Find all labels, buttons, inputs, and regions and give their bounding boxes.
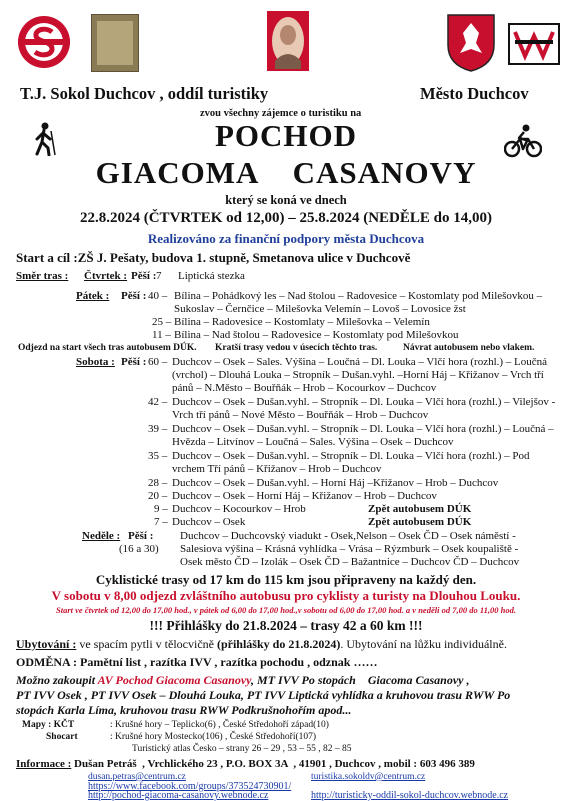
invitation: zvou všechny zájemce o turistiku na	[200, 108, 362, 119]
title-pochod: POCHOD	[214, 118, 358, 153]
book-logo	[91, 14, 139, 72]
subtitle: který se koná ve dnech	[225, 193, 347, 207]
email-link[interactable]: turistika.sokoldv@centrum.cz	[311, 772, 426, 782]
accommodation-tail: . Ubytování na lůžku individuálně.	[340, 637, 507, 651]
friday-mode: Pěší :	[121, 290, 147, 302]
saturday-km: 7 –	[154, 516, 168, 528]
purchase-line: PT IVV Osek , PT IVV Osek – Dlouhá Louka, PT IVV Liptická vyhlídka a kruhovou trasu RWW Po	[16, 688, 511, 702]
friday-route: Bílina – Nad štolou – Radovesice – Kostomlaty pod Milešovkou	[174, 329, 459, 341]
saturday-km: 39 –	[148, 423, 168, 435]
saturday-route: vrchem Tří pánů – Křižanov – Hrob – Duchcov	[172, 463, 382, 475]
maps-shocart: : Krušné hory Mostecko(106) , České Středohoří(107)	[110, 732, 317, 742]
maps-kct: : Krušné hory – Teplicko(6) , České Středohoří západ(10)	[110, 720, 329, 730]
support-note: Realizováno za finanční podpory města Duchcova	[147, 231, 425, 246]
purchase-prefix: Možno zakoupit	[16, 673, 98, 687]
accommodation-deadline: (přihlášky do 21.8.2024)	[216, 637, 341, 651]
duchcov-coat-of-arms	[446, 13, 496, 73]
accommodation	[16, 638, 507, 651]
friday-route: Sukoslav – Černčice – Milešovka Velemín – Lovoš – Lovosice žst	[174, 303, 466, 315]
saturday-route: Duchcov – Osek – Sales. Výšina – Loučná – Dl. Louka – Vlčí hora (rozhl.) – Loučná	[172, 356, 548, 368]
sunday-route: Salesiova výšina – Krásná vyhlídka – Vrása – Rýzmburk – Osek koupaliště -	[180, 543, 519, 555]
thursday-route: Liptická stezka	[178, 270, 245, 282]
sunday-km: (16 a 30)	[119, 543, 159, 555]
saturday-km: 60 –	[148, 356, 168, 368]
return-note: Zpět autobusem DÚK	[368, 516, 472, 528]
bus-note: Odjezd na start všech tras autobusem DÚK.	[18, 343, 197, 353]
purchase-rest: , MT IVV Po stopách Giacoma Casanovy ,	[251, 673, 470, 687]
sunday-label: Neděle :	[82, 530, 121, 542]
saturday-mode: Pěší :	[121, 356, 147, 368]
facebook-link[interactable]: https://www.facebook.com/groups/373524730901/	[88, 781, 292, 792]
saturday-route: (vrchol) – Dlouhá Louka – Stropník – Dušan.vyhl. –Horní Háj – Křižanov – Vrch tří	[172, 369, 544, 381]
web-link[interactable]: http://turisticky-oddil-sokol-duchcov.webnode.cz	[311, 790, 509, 801]
friday-route: Bílina – Radovesice – Kostomlaty – Milešovka – Velemín	[174, 316, 430, 328]
accommodation-label: Ubytování :	[16, 637, 77, 651]
saturday-km: 9 –	[154, 503, 168, 515]
email-link[interactable]: dusan.petras@centrum.cz	[88, 772, 186, 782]
saturday-km: 20 –	[148, 490, 168, 502]
sokol-logo	[16, 14, 72, 70]
cycling-note: Cyklistické trasy od 17 km do 115 km jsou připraveny na každý den.	[95, 572, 477, 587]
info-label: Informace :	[16, 758, 72, 770]
saturday-route: Duchcov – Osek – Dušan.vyhl. – Stropník – Dl. Louka – Vlčí hora (rozhl.) – Loučná –	[172, 423, 554, 435]
friday-label: Pátek :	[76, 290, 110, 302]
event-dates: 22.8.2024 (ČTVRTEK od 12,00) – 25.8.2024 (NEDĚLE do 14,00)	[79, 210, 492, 226]
purchase-line	[16, 673, 470, 688]
maps-label: Mapy : KČT	[22, 720, 75, 730]
sunday-mode: Pěší :	[128, 530, 154, 542]
bus-note: Návrat autobusem nebo vlakem.	[403, 343, 535, 353]
friday-km: 11 –	[152, 329, 171, 341]
purchase-highlight: AV Pochod Giacoma Casanovy	[97, 673, 252, 687]
contact-line	[16, 758, 475, 770]
club-name: T.J. Sokol Duchcov , oddíl turistiky	[20, 84, 269, 103]
info-text: Dušan Petráš , Vrchlického 23 , P.O. BOX 3A , 41901 , Duchcov , mobil : 603 496 389	[71, 758, 475, 770]
saturday-route: Duchcov – Osek – Dušan.vyhl. – Horní Háj –Křižanov – Hrob – Duchcov	[172, 477, 499, 489]
friday-km: 25 –	[152, 316, 172, 328]
thursday-km: 7	[156, 270, 162, 282]
saturday-route: Duchcov – Osek – Dušan.vyhl. – Stropník – Dl. Louka – Vlčí hora (rozhl.) – Pod	[172, 450, 530, 462]
saturday-route: pánů – N.Město – Bouřňák – Hrob – Kocourkov – Duchcov	[172, 382, 437, 394]
thursday-mode: Pěší :	[131, 270, 157, 282]
friday-route: Bílina – Pohádkový les – Nad štolou – Radovesice – Kostomlaty pod Milešovkou –	[174, 290, 543, 302]
web-link[interactable]: http://pochod-giacoma-casanovy.webnode.cz	[88, 790, 269, 801]
saturday-km: 35 –	[148, 450, 168, 462]
friday-km: 40 –	[148, 290, 168, 302]
reward: ODMĚNA : Pamětní list , razítka IVV , razítka pochodu , odznak ……	[16, 655, 378, 669]
city-name: Město Duchcov	[420, 84, 529, 103]
registration-note: !!! Přihlášky do 21.8.2024 – trasy 42 a 60 km !!!	[149, 618, 423, 633]
title-casanova: GIACOMA CASANOVY	[95, 155, 477, 190]
ivv-logo	[507, 20, 561, 68]
return-note: Zpět autobusem DÚK	[368, 503, 472, 515]
saturday-bus-note: V sobotu v 8,00 odjezd zvláštního autobusu pro cyklisty a turisty na Dlouhou Louku.	[51, 588, 521, 603]
saturday-km: 42 –	[148, 396, 168, 408]
casanova-portrait	[267, 11, 309, 71]
saturday-route: Duchcov – Osek – Horní Háj – Křižanov – Hrob – Duchcov	[172, 490, 437, 502]
start-finish: Start a cíl :ZŠ J. Pešaty, budova 1. stupně, Smetanova ulice v Duchcově	[16, 250, 411, 265]
thursday-label: Čtvrtek :	[84, 270, 128, 282]
sunday-route: Osek město ČD – Izolák – Osek ČD – Bažantnice – Duchcov ČD – Duchcov	[180, 556, 520, 568]
saturday-route: Vrch tří pánů – Nové Město – Bouřňák – Hrob – Duchcov	[172, 409, 429, 421]
start-times: Start ve čtvrtek od 12,00 do 17,00 hod., v pátek od 6,00 do 17,00 hod.,v sobotu od 6,00 do 17,00 hod. a v neděli od 7,00 do 11,00 hod.	[56, 605, 516, 615]
accommodation-text: ve spacím pytli v tělocvičně	[76, 637, 217, 651]
saturday-route: Duchcov – Osek – Dušan.vyhl. – Stropník – Dl. Louka – Vlčí hora (rozhl.) – Vilejšov -	[172, 396, 556, 408]
saturday-route: Duchcov – Osek	[172, 516, 246, 528]
bus-note: Kratší trasy vedou v úsecích těchto tras.	[215, 343, 378, 353]
maps-atlas: Turistický atlas Česko – strany 26 – 29 , 53 – 55 , 82 – 85	[132, 744, 352, 754]
saturday-km: 28 –	[148, 477, 168, 489]
saturday-route: Hvězda – Litvínov – Loučná – Sales. Výšina – Osek – Duchcov	[172, 436, 454, 448]
maps-shocart-label: Shocart	[46, 732, 78, 742]
sunday-route: Duchcov – Duchcovský viadukt - Osek,Nelson – Osek ČD – Osek náměstí -	[180, 530, 516, 542]
purchase-line: stopách Karla Líma, kruhovou trasu RWW Podkrušnohořím apod...	[16, 703, 352, 717]
saturday-label: Sobota :	[76, 356, 115, 368]
routes-label: Směr tras :	[16, 270, 69, 282]
saturday-route: Duchcov – Kocourkov – Hrob	[172, 503, 306, 515]
